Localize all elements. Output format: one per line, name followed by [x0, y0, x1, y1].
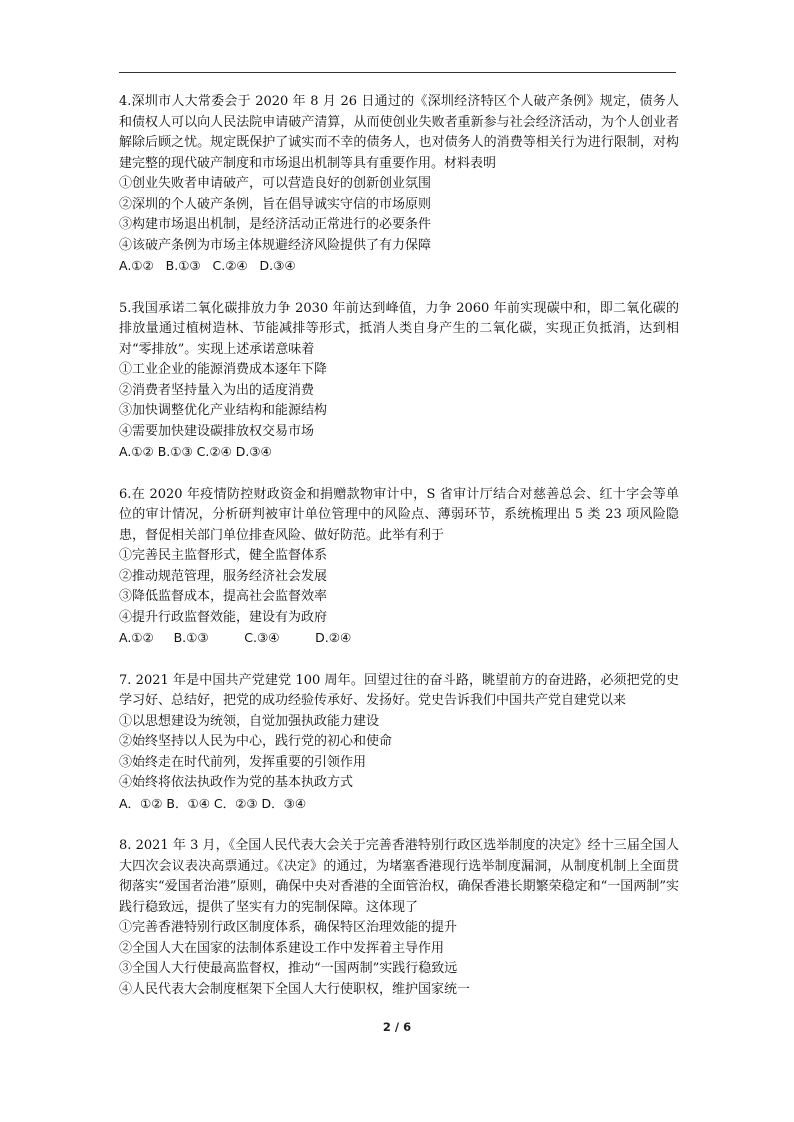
question-stem: 6.在 2020 年疫情防控财政资金和捐赠款物审计中，S 省审计厅结合对慈善总会、红十字会等单位的审计情况，分析研判被审计单位管理中的风险点、薄弱环节，系统梳理出 5 类 23 项风险隐患，督促相关部门单位排查风险、做好防范。此举有利于	[119, 486, 679, 543]
option-1: ①完善民主监督形式，健全监督体系	[119, 548, 328, 563]
question-stem: 7. 2021 年是中国共产党建党 100 周年。回望过往的奋斗路，眺望前方的奋进路，必须把党的史学习好、总结好，把党的成功经验传承好、发扬好。党史告诉我们中国共产党自建党以来	[119, 672, 679, 708]
option-3: ③构建市场退出机制，是经济活动正常进行的必要条件	[119, 217, 432, 232]
option-4: ④始终将依法执政作为党的基本执政方式	[119, 775, 354, 790]
option-1: ①工业企业的能源消费成本逐年下降	[119, 362, 328, 377]
answer-choices: A.①② B.①③ C.③④ D.②④	[119, 630, 352, 645]
question-6	[119, 485, 679, 649]
option-4: ④该破产条例为市场主体规避经济风险提供了有力保障	[119, 237, 432, 253]
option-1: ①创业失败者申请破产，可以营造良好的创新创业氛围	[119, 176, 432, 191]
option-2: ②推动规范管理，服务经济社会发展	[119, 568, 328, 584]
question-stem: 4.深圳市人大常委会于 2020 年 8 月 26 日通过的《深圳经济特区个人破产条例》规定，债务人和债权人可以向人民法院申请破产清算，从而使创业失败者重新参与社会经济活动，为个人创业者解除后顾之忧。规定既保护了诚实而不幸的债务人，也对债务人的消费等相关行为进行限制，对构建完整的现代破产制度和市场退出机制等具有重要作用。材料表明	[119, 94, 679, 171]
option-3: ③始终走在时代前列，发挥重要的引领作用	[119, 754, 367, 770]
question-5	[119, 299, 679, 463]
option-4: ④提升行政监督效能，建设有为政府	[119, 609, 328, 625]
option-3: ③加快调整优化产业结构和能源结构	[119, 403, 328, 418]
option-3: ③全国人大行使最高监督权，推动“一国两制”实践行稳致远	[119, 961, 458, 976]
question-list	[119, 92, 679, 1022]
option-4: ④人民代表大会制度框架下全国人大行使职权，维护国家统一	[119, 981, 471, 997]
option-3: ③降低监督成本，提高社会监督效率	[119, 589, 328, 604]
option-2: ②消费者坚持量入为出的适度消费	[119, 382, 315, 398]
answer-choices: A.①② B.①③ C.②④ D.③④	[119, 444, 272, 459]
answer-choices: A．①② B．①④ C．②③ D．③④	[119, 795, 307, 811]
header-rule	[119, 72, 676, 73]
question-stem: 5.我国承诺二氧化碳排放力争 2030 年前达到峰值，力争 2060 年前实现碳中和，即二氧化碳的排放量通过植树造林、节能减排等形式，抵消人类自身产生的二氧化碳，实现正负抵消，达到相对“零排放”。实现上述承诺意味着	[119, 300, 679, 357]
option-2: ②深圳的个人破产条例，旨在倡导诚实守信的市场原则	[119, 196, 432, 212]
question-7	[119, 671, 679, 815]
page-number: 2 / 6	[382, 1020, 412, 1034]
option-2: ②全国人大在国家的法制体系建设工作中发挥着主导作用	[119, 940, 445, 956]
question-4	[119, 92, 679, 277]
option-4: ④需要加快建设碳排放权交易市场	[119, 423, 315, 439]
option-1: ①完善香港特别行政区制度体系，确保特区治理效能的提升	[119, 920, 458, 935]
answer-choices: A.①② B.①③ C.②④ D.③④	[119, 258, 296, 273]
option-1: ①以思想建设为统领，自觉加强执政能力建设	[119, 713, 380, 729]
question-stem: 8. 2021 年 3 月，《全国人民代表大会关于完善香港特别行政区选举制度的决定》经十三届全国人大四次会议表决高票通过。《决定》的通过，为堵塞香港现行选举制度漏洞，从制度机制上全面贯彻落实“爱国者治港”原则，确保中央对香港的全面管治权，确保香港长期繁荣稳定和“一国两制”实践行稳致远，提供了坚实有力的宪制保障。这体现了	[119, 838, 679, 915]
option-2: ②始终坚持以人民为中心，践行党的初心和使命	[119, 734, 393, 749]
question-8	[119, 836, 679, 1000]
